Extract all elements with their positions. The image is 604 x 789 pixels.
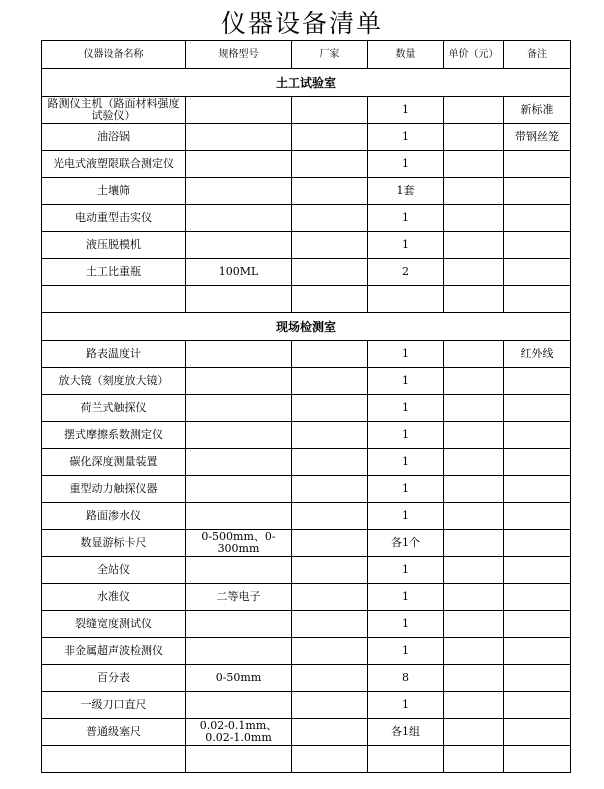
unit-price-cell <box>444 259 504 286</box>
unit-price-cell <box>444 124 504 151</box>
note-cell <box>504 557 571 584</box>
header-price: 单价（元） <box>444 41 504 69</box>
note-cell <box>504 259 571 286</box>
maker-cell <box>292 746 368 773</box>
unit-price-cell <box>444 97 504 124</box>
unit-price-cell <box>444 665 504 692</box>
note-cell: 带钢丝笼 <box>504 124 571 151</box>
maker-cell <box>292 665 368 692</box>
table-row <box>42 665 571 692</box>
maker-cell <box>292 611 368 638</box>
table-row <box>42 530 571 557</box>
spec-cell <box>186 449 292 476</box>
spec-cell: 0-50mm <box>186 665 292 692</box>
table-row <box>42 232 571 259</box>
spec-cell <box>186 557 292 584</box>
unit-price-cell <box>444 503 504 530</box>
quantity-cell: 1 <box>368 449 444 476</box>
spec-cell <box>186 692 292 719</box>
table-row <box>42 692 571 719</box>
item-name-cell <box>42 286 186 313</box>
quantity-cell: 1 <box>368 232 444 259</box>
spec-cell <box>186 746 292 773</box>
spec-cell: 0.02-0.1mm、0.02-1.0mm <box>186 719 292 746</box>
table-row <box>42 286 571 313</box>
table-row <box>42 422 571 449</box>
quantity-cell: 1 <box>368 557 444 584</box>
section-title: 土工试验室 <box>42 69 571 97</box>
note-cell <box>504 692 571 719</box>
unit-price-cell <box>444 286 504 313</box>
spec-cell <box>186 151 292 178</box>
note-cell <box>504 422 571 449</box>
item-name-cell: 荷兰式触探仪 <box>42 395 186 422</box>
spec-cell: 0-500mm、0-300mm <box>186 530 292 557</box>
quantity-cell: 8 <box>368 665 444 692</box>
spec-cell <box>186 368 292 395</box>
maker-cell <box>292 422 368 449</box>
item-name-cell: 路测仪主机（路面材料强度试验仪） <box>42 97 186 124</box>
spec-cell <box>186 476 292 503</box>
quantity-cell: 1 <box>368 503 444 530</box>
table-row <box>42 746 571 773</box>
item-name-cell: 路面渗水仪 <box>42 503 186 530</box>
maker-cell <box>292 503 368 530</box>
section-title: 现场检测室 <box>42 313 571 341</box>
maker-cell <box>292 97 368 124</box>
unit-price-cell <box>444 178 504 205</box>
quantity-cell: 1 <box>368 638 444 665</box>
unit-price-cell <box>444 151 504 178</box>
note-cell <box>504 665 571 692</box>
note-cell: 新标准 <box>504 97 571 124</box>
quantity-cell: 1 <box>368 584 444 611</box>
quantity-cell <box>368 286 444 313</box>
note-cell <box>504 151 571 178</box>
item-name-cell: 普通级塞尺 <box>42 719 186 746</box>
item-name-cell: 百分表 <box>42 665 186 692</box>
unit-price-cell <box>444 232 504 259</box>
note-cell: 红外线 <box>504 341 571 368</box>
maker-cell <box>292 638 368 665</box>
item-name-cell: 土工比重瓶 <box>42 259 186 286</box>
maker-cell <box>292 124 368 151</box>
unit-price-cell <box>444 557 504 584</box>
maker-cell <box>292 205 368 232</box>
note-cell <box>504 449 571 476</box>
spec-cell <box>186 503 292 530</box>
quantity-cell: 1 <box>368 692 444 719</box>
item-name-cell: 电动重型击实仪 <box>42 205 186 232</box>
quantity-cell: 各1个 <box>368 530 444 557</box>
spec-cell: 二等电子 <box>186 584 292 611</box>
spec-cell <box>186 341 292 368</box>
spec-cell <box>186 286 292 313</box>
table-row <box>42 638 571 665</box>
unit-price-cell <box>444 449 504 476</box>
table-row <box>42 476 571 503</box>
note-cell <box>504 530 571 557</box>
header-maker: 厂家 <box>292 41 368 69</box>
note-cell <box>504 286 571 313</box>
item-name-cell: 裂缝宽度测试仪 <box>42 611 186 638</box>
quantity-cell: 1套 <box>368 178 444 205</box>
quantity-cell: 1 <box>368 422 444 449</box>
spec-cell <box>186 638 292 665</box>
note-cell <box>504 205 571 232</box>
unit-price-cell <box>444 395 504 422</box>
maker-cell <box>292 692 368 719</box>
table-row <box>42 368 571 395</box>
maker-cell <box>292 151 368 178</box>
table-row <box>42 259 571 286</box>
item-name-cell: 路表温度计 <box>42 341 186 368</box>
spec-cell <box>186 395 292 422</box>
unit-price-cell <box>444 692 504 719</box>
unit-price-cell <box>444 746 504 773</box>
quantity-cell: 1 <box>368 611 444 638</box>
maker-cell <box>292 232 368 259</box>
item-name-cell: 光电式液塑限联合测定仪 <box>42 151 186 178</box>
header-name: 仪器设备名称 <box>42 41 186 69</box>
table-row <box>42 584 571 611</box>
maker-cell <box>292 368 368 395</box>
quantity-cell: 1 <box>368 341 444 368</box>
note-cell <box>504 746 571 773</box>
note-cell <box>504 584 571 611</box>
table-row <box>42 503 571 530</box>
table-row <box>42 611 571 638</box>
section-header-row <box>42 69 571 97</box>
unit-price-cell <box>444 205 504 232</box>
spec-cell <box>186 232 292 259</box>
table-row <box>42 557 571 584</box>
section-header-row <box>42 313 571 341</box>
quantity-cell: 1 <box>368 124 444 151</box>
note-cell <box>504 368 571 395</box>
table-row <box>42 395 571 422</box>
maker-cell <box>292 584 368 611</box>
unit-price-cell <box>444 368 504 395</box>
quantity-cell: 1 <box>368 97 444 124</box>
quantity-cell: 1 <box>368 205 444 232</box>
maker-cell <box>292 395 368 422</box>
item-name-cell: 土壤筛 <box>42 178 186 205</box>
note-cell <box>504 611 571 638</box>
maker-cell <box>292 259 368 286</box>
maker-cell <box>292 476 368 503</box>
note-cell <box>504 638 571 665</box>
table-row <box>42 719 571 746</box>
spec-cell <box>186 422 292 449</box>
item-name-cell: 摆式摩擦系数测定仪 <box>42 422 186 449</box>
spec-cell <box>186 178 292 205</box>
table-row <box>42 97 571 124</box>
spec-cell <box>186 611 292 638</box>
quantity-cell: 各1组 <box>368 719 444 746</box>
maker-cell <box>292 178 368 205</box>
header-qty: 数量 <box>368 41 444 69</box>
header-note: 备注 <box>504 41 571 69</box>
item-name-cell: 油浴锅 <box>42 124 186 151</box>
note-cell <box>504 232 571 259</box>
unit-price-cell <box>444 584 504 611</box>
equipment-table <box>41 40 571 773</box>
item-name-cell: 水准仪 <box>42 584 186 611</box>
header-row <box>42 41 571 69</box>
unit-price-cell <box>444 611 504 638</box>
item-name-cell: 液压脱模机 <box>42 232 186 259</box>
unit-price-cell <box>444 638 504 665</box>
note-cell <box>504 476 571 503</box>
maker-cell <box>292 449 368 476</box>
unit-price-cell <box>444 719 504 746</box>
table-row <box>42 124 571 151</box>
quantity-cell: 1 <box>368 151 444 178</box>
table-row <box>42 449 571 476</box>
maker-cell <box>292 719 368 746</box>
quantity-cell: 1 <box>368 368 444 395</box>
spec-cell <box>186 97 292 124</box>
note-cell <box>504 178 571 205</box>
quantity-cell: 2 <box>368 259 444 286</box>
table-row <box>42 151 571 178</box>
item-name-cell: 一级刀口直尺 <box>42 692 186 719</box>
item-name-cell: 全站仪 <box>42 557 186 584</box>
page-title: 仪器设备清单 <box>220 9 383 38</box>
item-name-cell: 碳化深度测量装置 <box>42 449 186 476</box>
table-row <box>42 205 571 232</box>
note-cell <box>504 503 571 530</box>
item-name-cell: 放大镜（刻度放大镜） <box>42 368 186 395</box>
item-name-cell: 数显游标卡尺 <box>42 530 186 557</box>
table-row <box>42 178 571 205</box>
maker-cell <box>292 557 368 584</box>
unit-price-cell <box>444 341 504 368</box>
spec-cell <box>186 205 292 232</box>
maker-cell <box>292 530 368 557</box>
item-name-cell <box>42 746 186 773</box>
note-cell <box>504 395 571 422</box>
quantity-cell: 1 <box>368 395 444 422</box>
spec-cell <box>186 124 292 151</box>
note-cell <box>504 719 571 746</box>
table-row <box>42 341 571 368</box>
maker-cell <box>292 341 368 368</box>
header-spec: 规格型号 <box>186 41 292 69</box>
quantity-cell: 1 <box>368 476 444 503</box>
maker-cell <box>292 286 368 313</box>
unit-price-cell <box>444 422 504 449</box>
unit-price-cell <box>444 476 504 503</box>
item-name-cell: 非金属超声波检测仪 <box>42 638 186 665</box>
unit-price-cell <box>444 530 504 557</box>
quantity-cell <box>368 746 444 773</box>
spec-cell: 100ML <box>186 259 292 286</box>
item-name-cell: 重型动力触探仪器 <box>42 476 186 503</box>
